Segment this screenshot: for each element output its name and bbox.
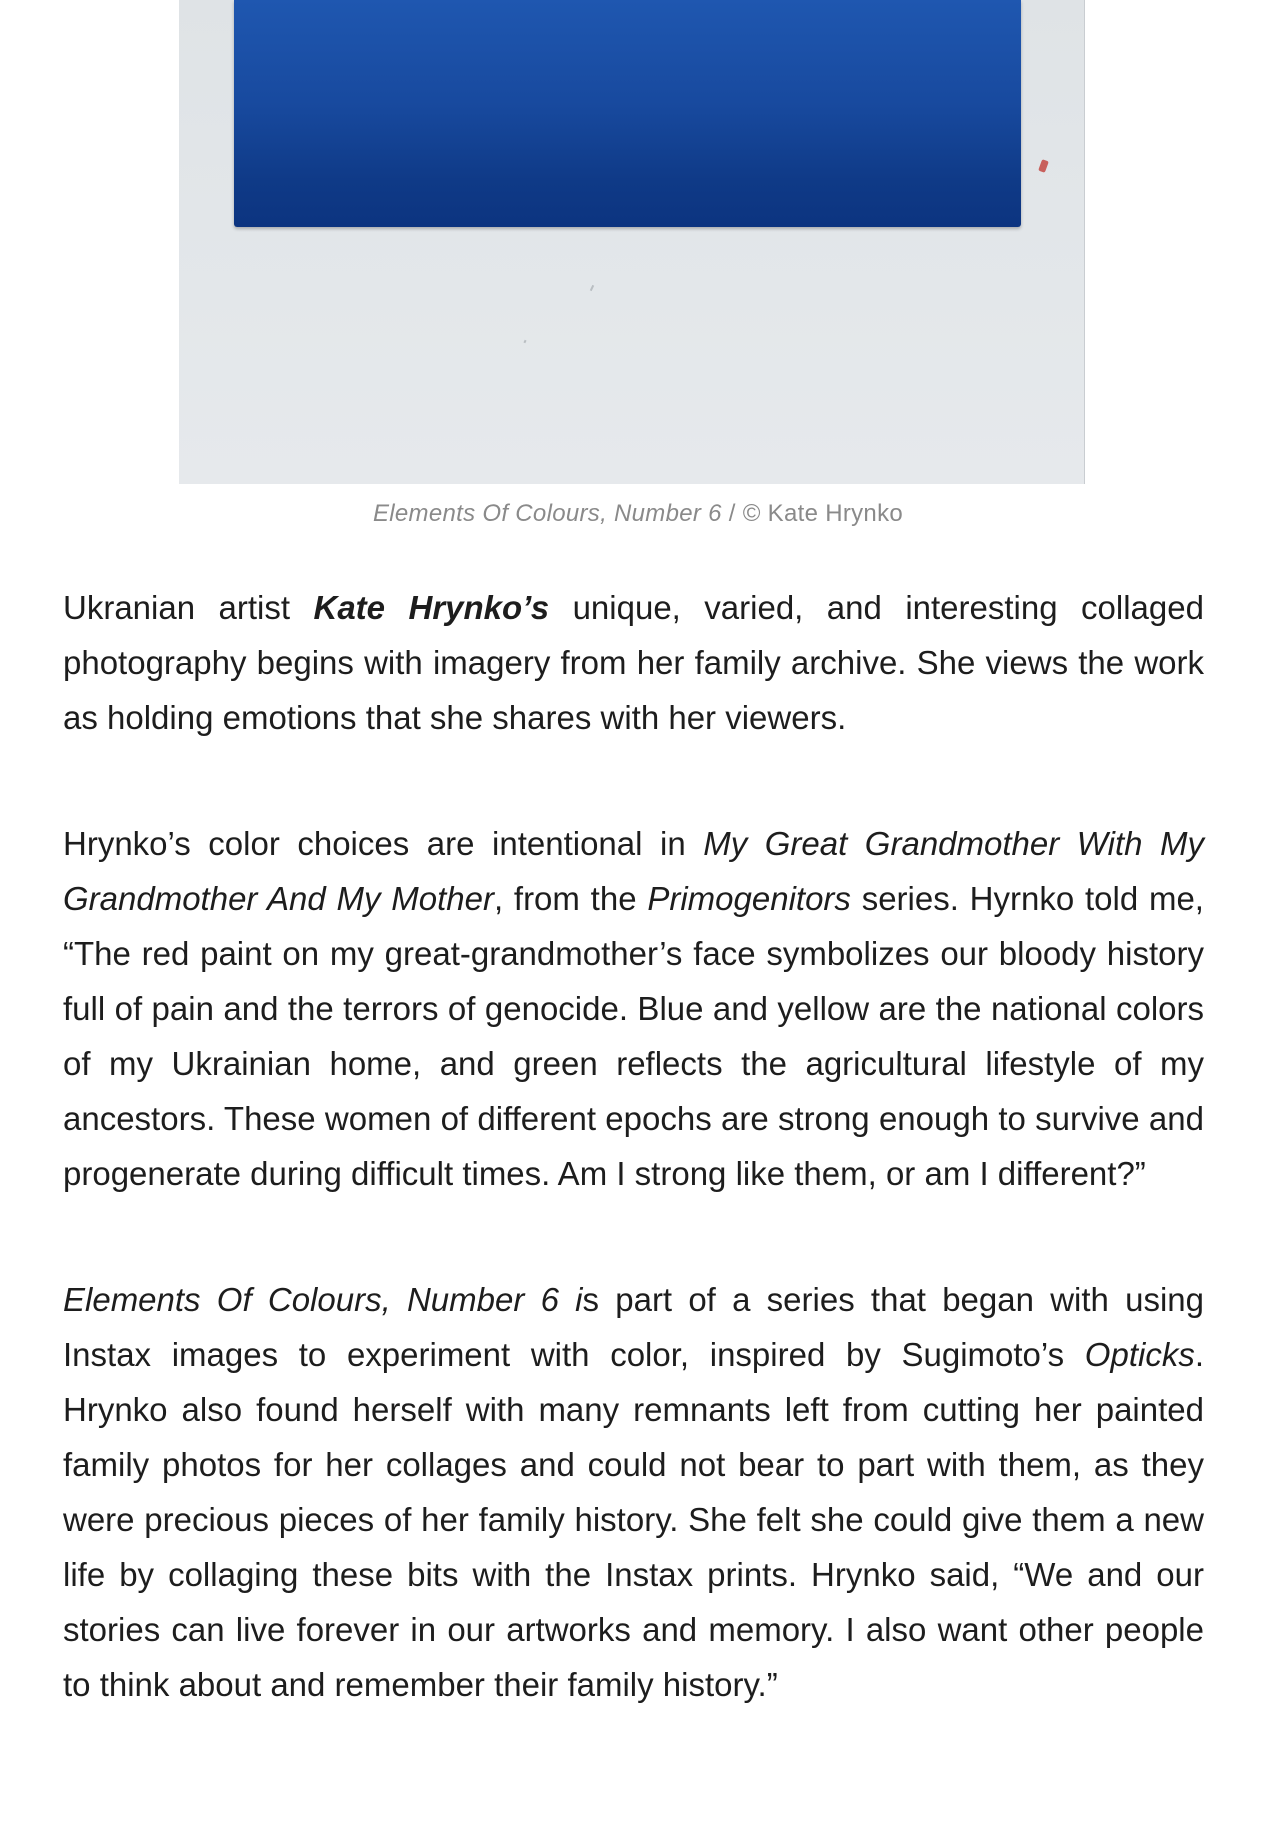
artist-name: Kate Hrynko’s (313, 589, 550, 626)
artwork-title: Elements Of Colours, Number 6 i (63, 1281, 583, 1318)
paper-speck (523, 340, 526, 344)
caption-credit: / © Kate Hrynko (721, 500, 904, 527)
text: , from the (493, 880, 648, 917)
red-paint-mark (1038, 159, 1049, 173)
artwork-title: My Great Grandmother With My Grandmother And My Mother (63, 825, 1204, 917)
text: series. Hyrnko told me, “The red paint on my great-grandmother’s face symbolizes our bloody history full of pain and the terrors of genocide. Blue and yellow are the national colors of my Ukrainian home, and green reflects the agricultural lifestyle of my ancestors. These women of different epochs are strong enough to survive and progenerate during difficult times. Am I strong like them, or am I different?” (63, 880, 1204, 1192)
caption-title: Elements Of Colours, Number 6 (372, 500, 722, 527)
artwork-figure (0, 0, 1276, 540)
paragraph-elements (63, 1272, 1204, 1712)
text: s part of a series that began with using Instax images to experiment with color, inspired by Sugimoto’s (63, 1281, 1205, 1373)
text: unique, varied, and interesting collaged photography begins with imagery from her family archive. She views the work as holding emotions that she shares with her viewers. (63, 589, 1204, 736)
article-body (63, 580, 1204, 1783)
figure-caption (0, 500, 1276, 528)
paragraph-primogenitors (63, 816, 1204, 1201)
artwork-photo (179, 0, 1085, 484)
opticks-title: Opticks (1084, 1336, 1195, 1373)
paragraph-intro (63, 580, 1204, 745)
text: Hrynko’s color choices are intentional in (63, 825, 704, 862)
text: Ukranian artist (63, 589, 314, 626)
text: . Hrynko also found herself with many remnants left from cutting her painted family photos for her collages and could not bear to part with them, as they were precious pieces of her family history. She felt she could give them a new life by collaging these bits with the Instax prints. Hrynko said, “We and our stories can live forever in our artworks and memory. I also want other people to think about and remember their family history.” (63, 1336, 1204, 1703)
series-title: Primogenitors (647, 880, 851, 917)
blue-instax-print (234, 0, 1021, 227)
paper-speck (590, 285, 594, 291)
